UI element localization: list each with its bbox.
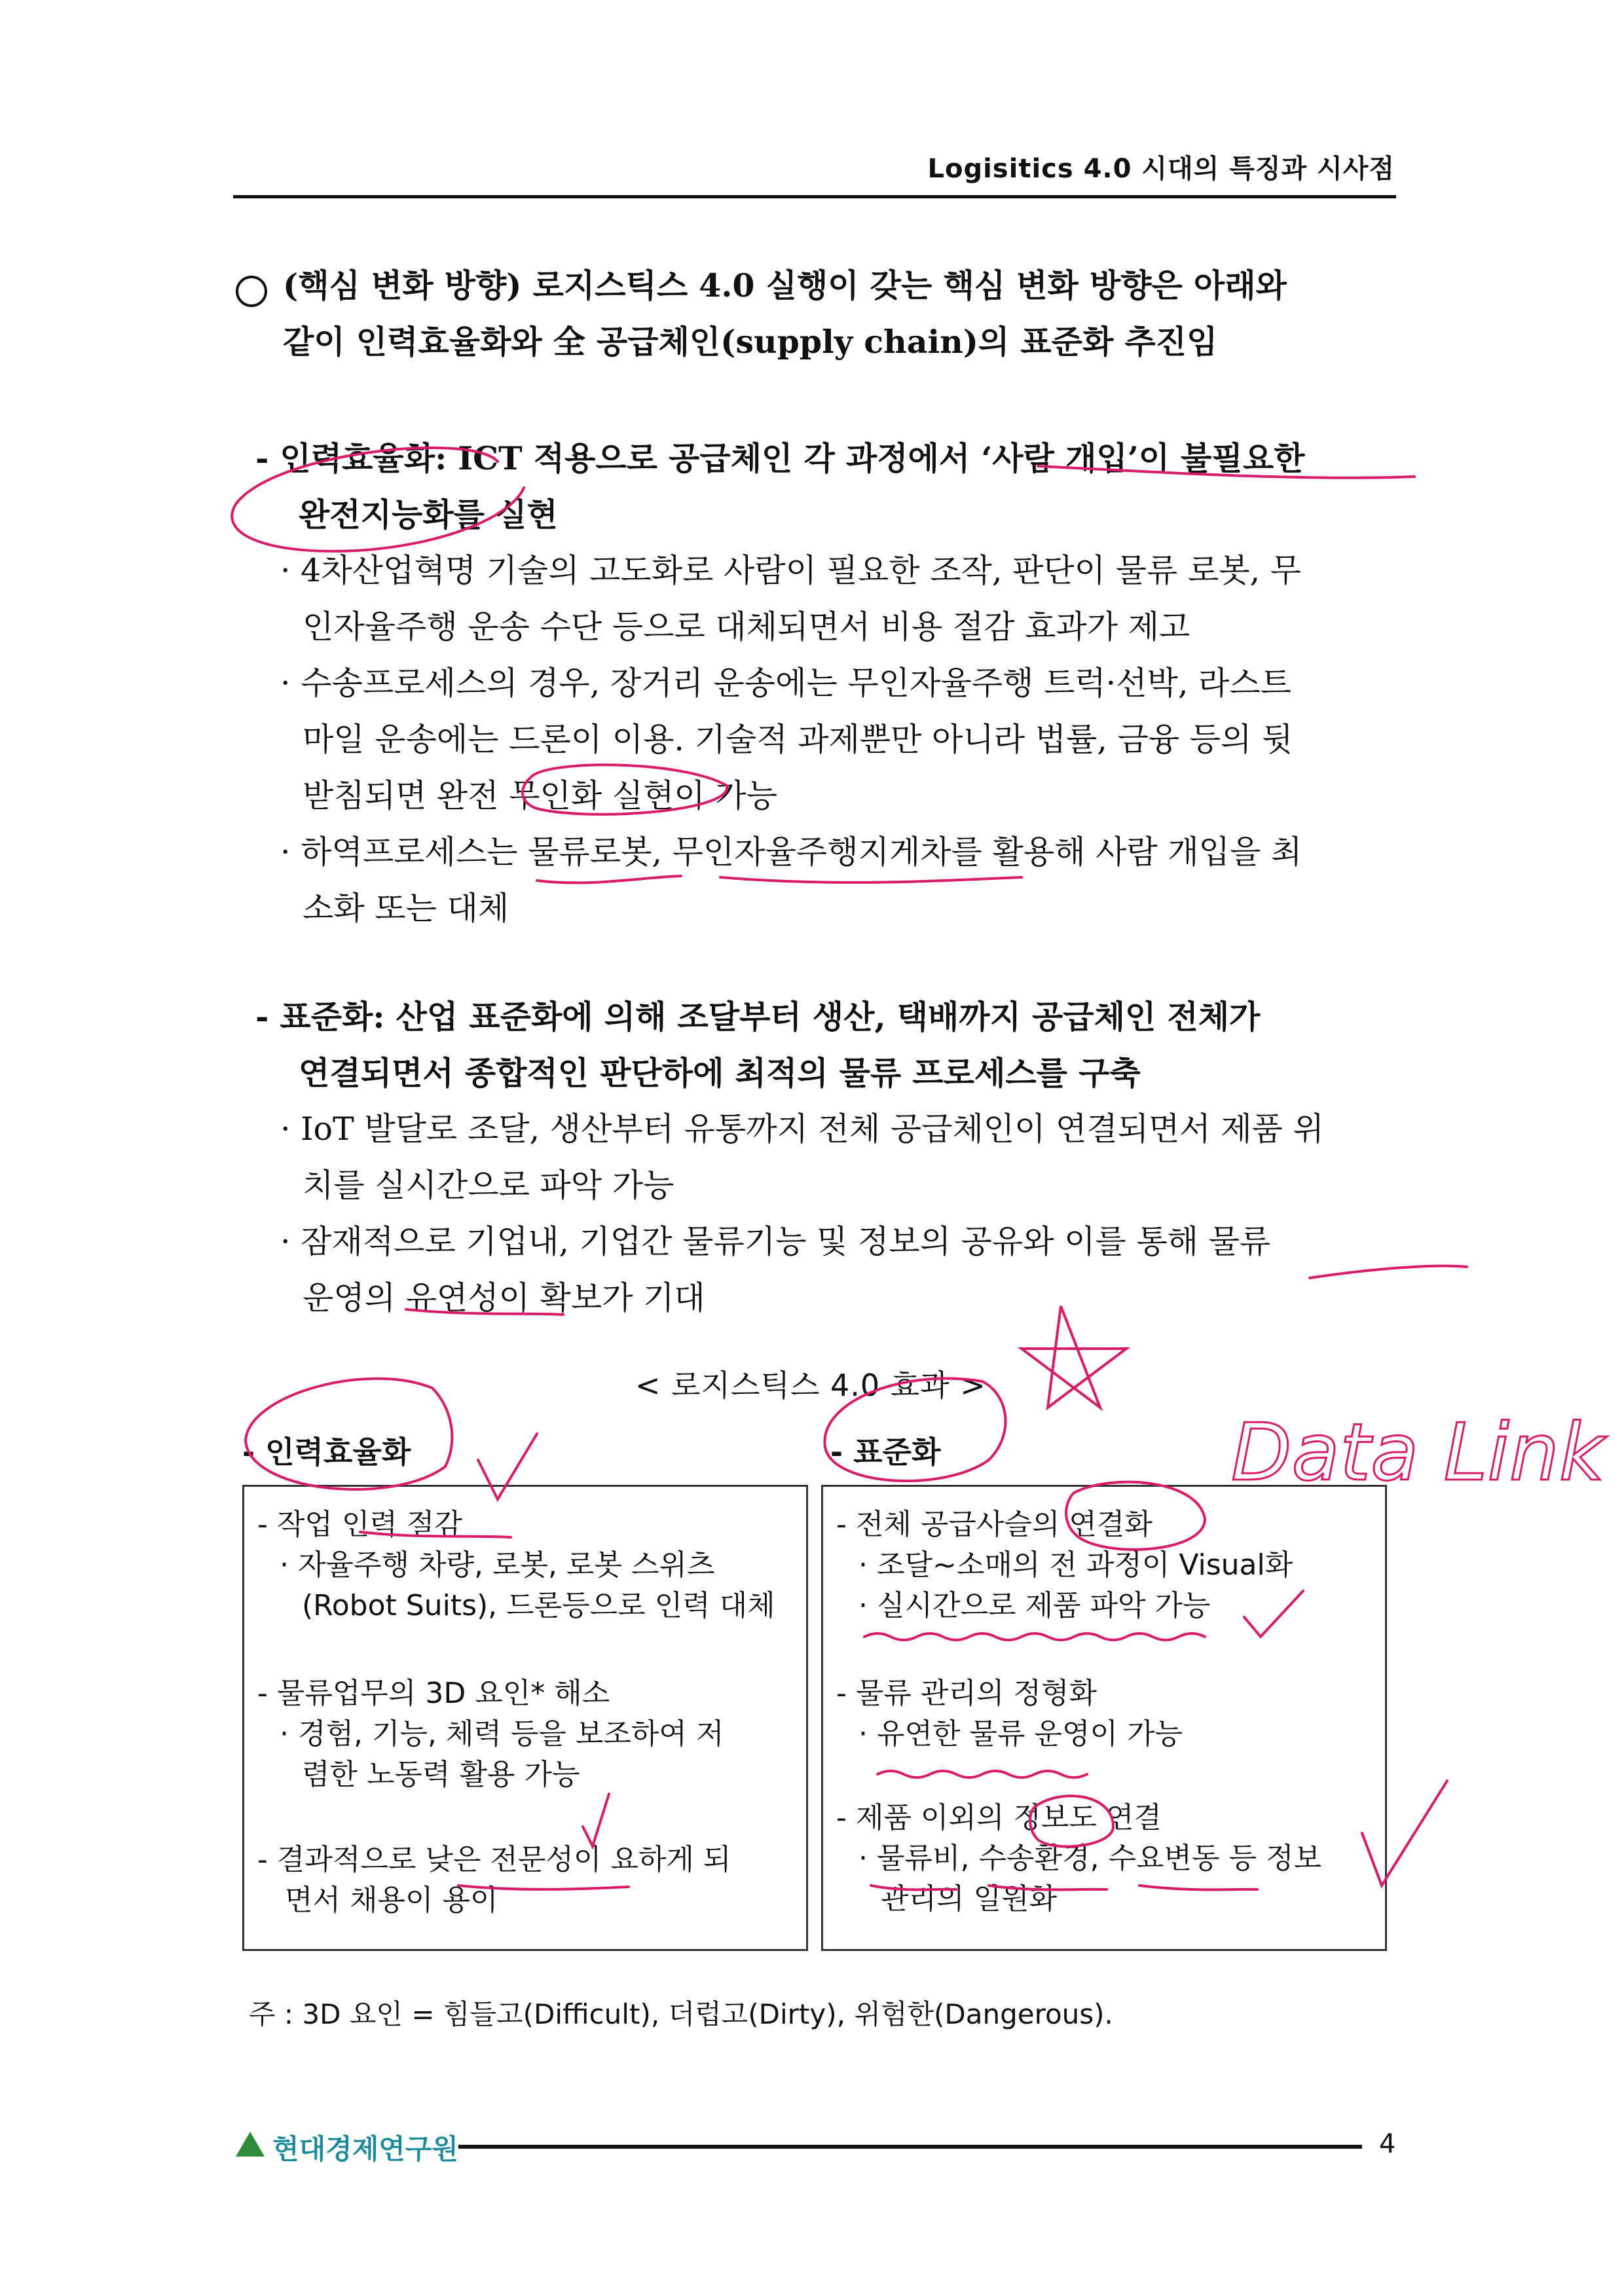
ink-underline-icon	[1310, 1266, 1467, 1278]
box-item-line: · 조달~소매의 전 과정이 Visual화	[858, 1548, 1293, 1582]
box-item-line: · 실시간으로 제품 파악 가능	[858, 1589, 1211, 1622]
ink-underline-icon	[458, 1886, 629, 1889]
box-item-line: 면서 채용이 용이	[285, 1884, 498, 1917]
page-number: 4	[1379, 2129, 1396, 2159]
ink-underline-icon	[360, 1532, 511, 1537]
ink-underline-icon	[537, 876, 681, 883]
standard-heading-line: - 표준화: 산업 표준화에 의해 조달부터 생산, 택배까지 공급체인 전체가	[255, 998, 1261, 1036]
box-item-line: 렴한 노동력 활용 가능	[302, 1758, 580, 1791]
running-header-title: Logisitics 4.0 시대의 특징과 시사점	[927, 154, 1395, 184]
box-item-line: - 결과적으로 낮은 전문성이 요하게 되	[257, 1843, 731, 1876]
ink-circle-icon	[1066, 1482, 1205, 1550]
labor-detail-line: · 하역프로세스는 물류로봇, 무인자율주행지게차를 활용해 사람 개입을 최	[280, 833, 1302, 871]
ink-circle-icon	[523, 765, 727, 814]
ink-circle-icon	[246, 1379, 452, 1489]
company-logo-icon	[236, 2132, 265, 2157]
footer-logo-text: 현대경제연구원	[272, 2133, 459, 2165]
box-item-line: (Robot Suits), 드론등으로 인력 대체	[302, 1589, 775, 1622]
star-doodle-icon	[1022, 1306, 1126, 1408]
labor-heading-line: 완전지능화를 실현	[299, 496, 558, 534]
ink-underline-icon	[864, 1633, 1205, 1640]
standard-detail-line: 치를 실시간으로 파악 가능	[303, 1167, 674, 1204]
labor-detail-line: 받침되면 완전 무인화 실현이 가능	[303, 777, 777, 814]
handwritten-note: Data Link	[1231, 1408, 1605, 1499]
box-item-line: · 유연한 물류 운영이 가능	[858, 1717, 1183, 1751]
box-item-line: · 경험, 기능, 체력 등을 보조하여 저	[280, 1717, 724, 1751]
footer-rule	[458, 2145, 1362, 2149]
box-item-line: - 작업 인력 절감	[257, 1508, 462, 1541]
ink-underline-icon	[406, 1309, 563, 1315]
standard-heading-line: 연결되면서 종합적인 판단하에 최적의 물류 프로세스를 구축	[299, 1054, 1141, 1092]
check-mark-icon	[583, 1794, 609, 1846]
ink-underline-icon	[1139, 1886, 1257, 1889]
box-item-line: 관리의 일원화	[881, 1882, 1058, 1916]
box-item-line: - 물류업무의 3D 요인* 해소	[257, 1677, 610, 1710]
section-summary-line: (핵심 변화 방향) 로지스틱스 4.0 실행이 갖는 핵심 변화 방향은 아래와	[283, 266, 1287, 304]
labor-detail-line: 소화 또는 대체	[303, 890, 509, 927]
box-item-line: · 물류비, 수송환경, 수요변동 등 정보	[858, 1842, 1321, 1875]
check-mark-icon	[1362, 1781, 1447, 1886]
labor-detail-line: 마일 운송에는 드론이 이용. 기술적 과제뿐만 아니라 법률, 금융 등의 뒷	[303, 721, 1293, 758]
check-mark-icon	[478, 1434, 537, 1499]
labor-detail-line: · 4차산업혁명 기술의 고도화로 사람이 필요한 조작, 판단이 물류 로봇, 무	[280, 552, 1302, 589]
ink-underline-icon	[720, 877, 1022, 883]
ink-underline-icon	[877, 1771, 1087, 1777]
labor-detail-line: 인자율주행 운송 수단 등으로 대체되면서 비용 절감 효과가 제고	[303, 608, 1190, 646]
section-summary-line: 같이 인력효율화와 全 공급체인(supply chain)의 표준화 추진임	[283, 323, 1218, 361]
labor-detail-line: · 수송프로세스의 경우, 장거리 운송에는 무인자율주행 트럭·선박, 라스트	[280, 665, 1292, 702]
figure-title: < 로지스틱스 4.0 효과 >	[635, 1368, 986, 1403]
standard-detail-line: 운영의 유연성이 확보가 기대	[303, 1279, 705, 1317]
ink-underline-icon	[1038, 466, 1414, 478]
box-item-line: · 자율주행 차량, 로봇, 로봇 스위츠	[280, 1548, 715, 1582]
box-item-line: - 제품 이외의 정보도 연결	[836, 1801, 1162, 1834]
ink-circle-icon	[232, 448, 524, 551]
labor-heading-line: - 인력효율화: ICT 적용으로 공급체인 각 과정에서 ‘사람 개입’이 불필요한	[255, 439, 1305, 477]
right-column-header: - 표준화	[830, 1434, 941, 1470]
ink-circle-icon	[1030, 1796, 1113, 1846]
ink-underline-icon	[871, 1886, 956, 1889]
standard-detail-line: · 잠재적으로 기업내, 기업간 물류기능 및 정보의 공유와 이를 통해 물류	[280, 1223, 1271, 1260]
check-mark-icon	[1244, 1591, 1303, 1637]
ink-underline-icon	[989, 1886, 1107, 1889]
figure-footnote: 주 : 3D 요인 = 힘들고(Difficult), 더럽고(Dirty), 위험한(Dangerous).	[249, 1998, 1113, 2030]
box-item-line: - 전체 공급사슬의 연결화	[836, 1508, 1153, 1541]
ink-circle-icon	[824, 1379, 1005, 1481]
standard-detail-line: · IoT 발달로 조달, 생산부터 유통까지 전체 공급체인이 연결되면서 제품 위	[280, 1110, 1324, 1148]
box-item-line: - 물류 관리의 정형화	[836, 1677, 1097, 1710]
left-column-header: - 인력효율화	[242, 1434, 411, 1470]
